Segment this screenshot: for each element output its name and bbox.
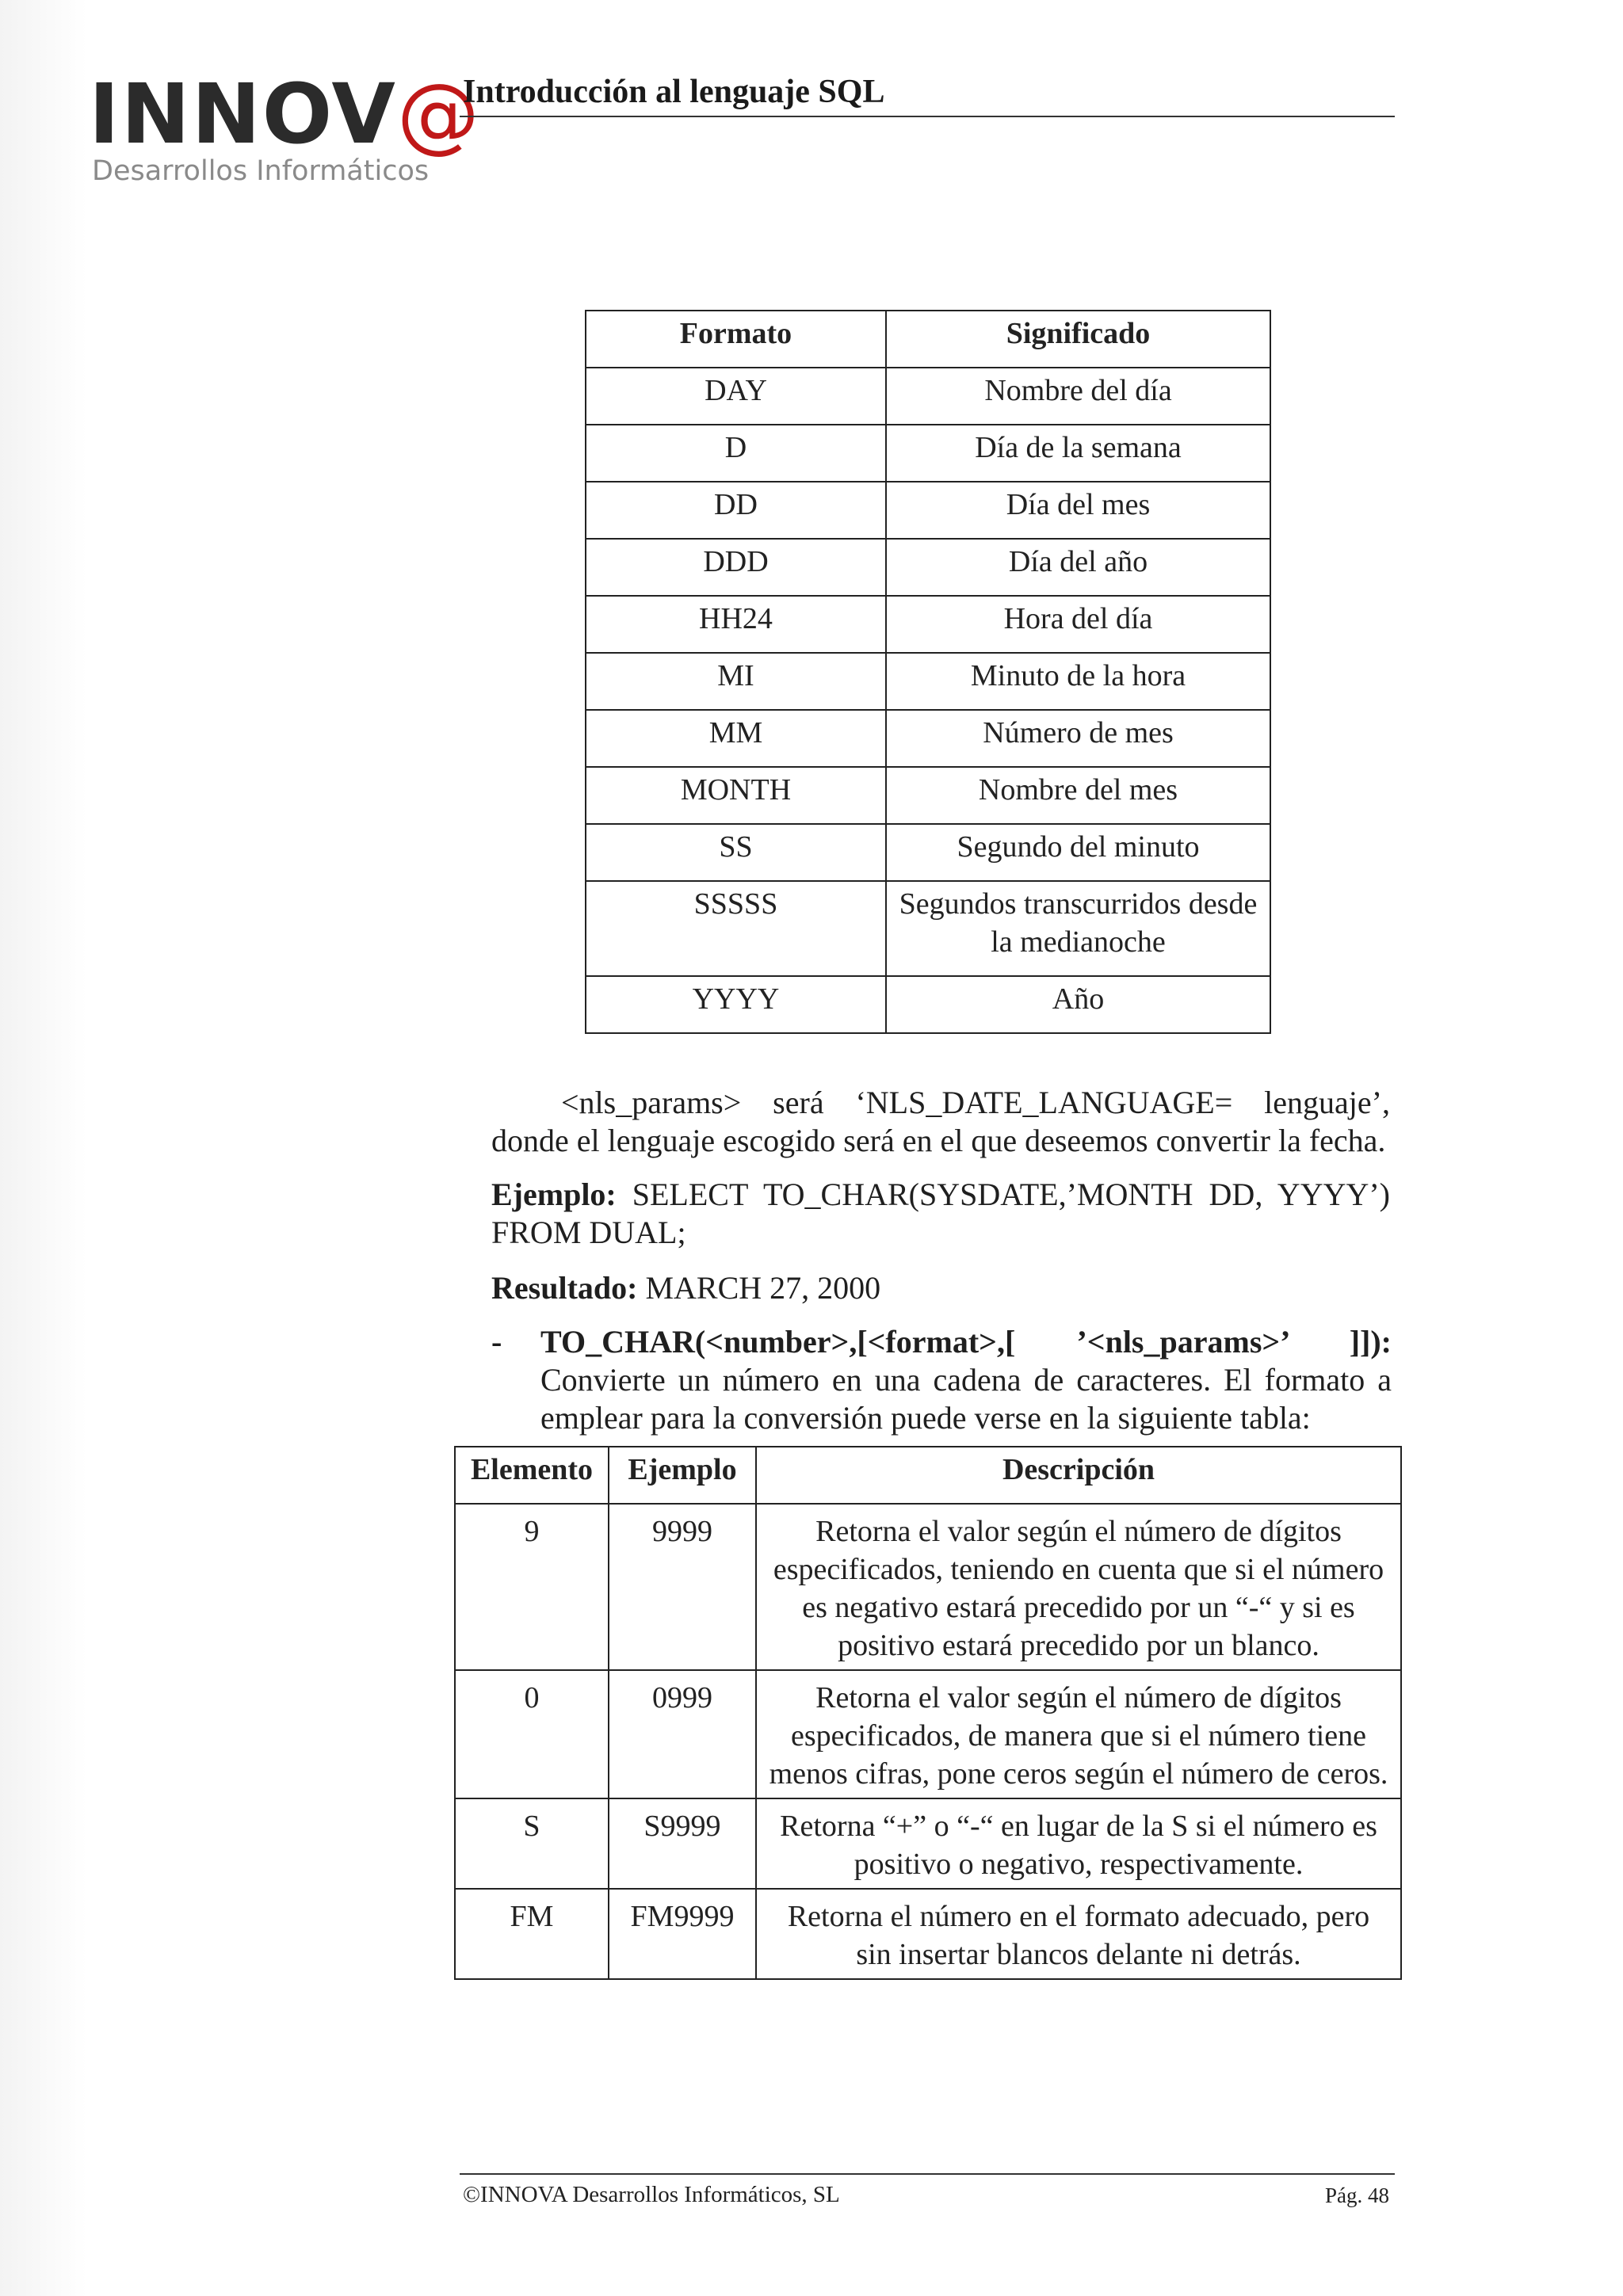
date-format-table	[585, 310, 1271, 1034]
company-logo	[89, 66, 481, 192]
nls-params-paragraph: <nls_params> será ‘NLS_DATE_LANGUAGE= lenguaje’, donde el lenguaje escogido será en el que deseemos convertir la fecha.	[491, 1085, 1390, 1158]
format-cell: DAY	[586, 368, 886, 425]
example-code: SELECT TO_CHAR(SYSDATE,’MONTH DD, YYYY’) FROM DUAL;	[491, 1177, 1390, 1250]
element-cell: 9	[455, 1504, 609, 1670]
logo-wordmark: INNOV@	[89, 66, 481, 162]
meaning-cell: Hora del día	[886, 596, 1270, 653]
footer-copyright: ©INNOVA Desarrollos Informáticos, SL	[463, 2182, 840, 2207]
meaning-cell: Número de mes	[886, 710, 1270, 767]
meaning-cell: Nombre del día	[886, 368, 1270, 425]
example-cell: FM9999	[609, 1889, 756, 1979]
description-cell: Retorna el número en el formato adecuado, pero sin insertar blancos delante ni detrás.	[756, 1889, 1401, 1979]
format-cell: HH24	[586, 596, 886, 653]
format-cell: DD	[586, 482, 886, 539]
column-header: Descripción	[756, 1447, 1401, 1504]
format-cell: D	[586, 425, 886, 482]
column-header: Ejemplo	[609, 1447, 756, 1504]
column-header: Formato	[586, 311, 886, 368]
meaning-cell: Nombre del mes	[886, 767, 1270, 824]
format-cell: YYYY	[586, 976, 886, 1033]
meaning-cell: Minuto de la hora	[886, 653, 1270, 710]
table-row	[586, 653, 1270, 710]
result-label: Resultado:	[491, 1270, 638, 1306]
to-char-signature: TO_CHAR(<number>,[<format>,[ ’<nls_params>’ ]]):	[540, 1324, 1392, 1360]
meaning-cell: Segundo del minuto	[886, 824, 1270, 881]
table-header-row	[455, 1447, 1401, 1504]
number-format-table	[454, 1446, 1402, 1980]
table-row	[455, 1889, 1401, 1979]
result-value: MARCH 27, 2000	[637, 1270, 881, 1306]
table-row	[586, 482, 1270, 539]
to-char-description: Convierte un número en una cadena de caracteres. El formato a emplear para la conversión puede verse en la siguiente tabla:	[540, 1362, 1392, 1436]
format-cell: MI	[586, 653, 886, 710]
meaning-cell: Segundos transcurridos desde la medianoche	[886, 881, 1270, 976]
meaning-cell: Día del mes	[886, 482, 1270, 539]
format-cell: SS	[586, 824, 886, 881]
page-number: Pág. 48	[1325, 2183, 1389, 2207]
table-row	[455, 1798, 1401, 1889]
table-row	[586, 767, 1270, 824]
table-row	[586, 824, 1270, 881]
bullet-dash: -	[491, 1324, 502, 1360]
table-row	[455, 1504, 1401, 1670]
table-row	[586, 368, 1270, 425]
example-cell: 0999	[609, 1670, 756, 1798]
description-cell: Retorna el valor según el número de dígitos especificados, de manera que si el número tiene menos cifras, pone ceros según el número de ceros.	[756, 1670, 1401, 1798]
element-cell: S	[455, 1798, 609, 1889]
example-paragraph	[491, 1176, 1390, 1252]
to-char-number-item	[540, 1323, 1392, 1437]
page-edge-shade	[0, 0, 87, 2296]
meaning-cell: Año	[886, 976, 1270, 1033]
header-rule	[460, 116, 1395, 117]
column-header: Significado	[886, 311, 1270, 368]
element-cell: FM	[455, 1889, 609, 1979]
column-header: Elemento	[455, 1447, 609, 1504]
example-label: Ejemplo:	[491, 1177, 617, 1212]
footer-rule	[460, 2173, 1395, 2175]
meaning-cell: Día de la semana	[886, 425, 1270, 482]
table-row	[586, 596, 1270, 653]
table-row	[586, 425, 1270, 482]
format-cell: DDD	[586, 539, 886, 596]
table-row	[586, 710, 1270, 767]
table-row	[586, 976, 1270, 1033]
format-cell: SSSSS	[586, 881, 886, 976]
document-title: Introducción al lenguaje SQL	[463, 74, 885, 110]
result-paragraph	[491, 1269, 1390, 1307]
description-cell: Retorna el valor según el número de dígitos especificados, teniendo en cuenta que si el número es negativo estará precedido por un “-“ y si es positivo estará precedido por un blanco.	[756, 1504, 1401, 1670]
format-cell: MM	[586, 710, 886, 767]
logo-subtitle: Desarrollos Informáticos	[92, 155, 430, 187]
element-cell: 0	[455, 1670, 609, 1798]
example-cell: S9999	[609, 1798, 756, 1889]
description-cell: Retorna “+” o “-“ en lugar de la S si el número es positivo o negativo, respectivamente.	[756, 1798, 1401, 1889]
format-cell: MONTH	[586, 767, 886, 824]
table-row	[586, 539, 1270, 596]
meaning-cell: Día del año	[886, 539, 1270, 596]
table-row	[455, 1670, 1401, 1798]
table-row	[586, 881, 1270, 976]
example-cell: 9999	[609, 1504, 756, 1670]
table-header-row	[586, 311, 1270, 368]
